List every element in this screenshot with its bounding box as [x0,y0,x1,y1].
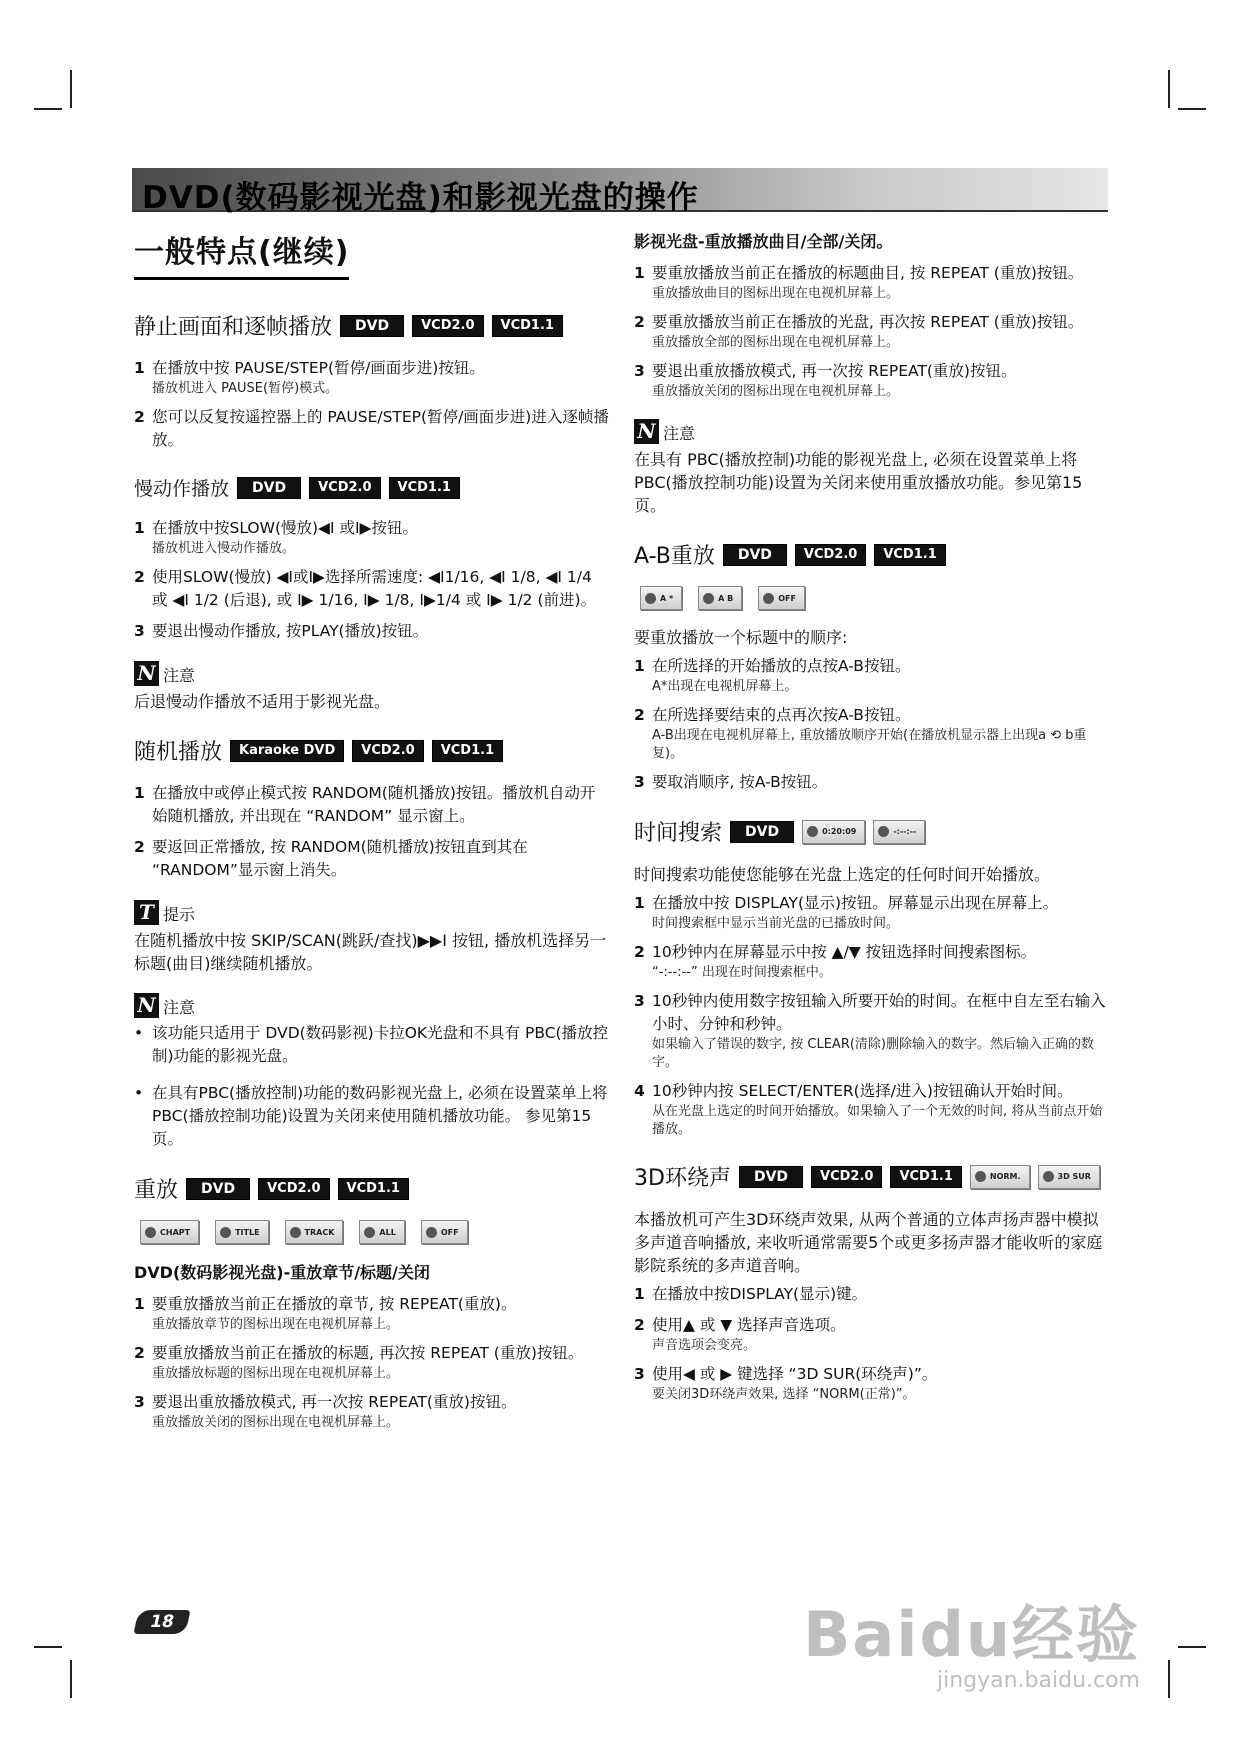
step-item [134,836,609,882]
step-number: 2 [634,943,645,961]
section-vcd-repeat [634,229,1110,517]
note-text: 在具有 PBC(播放控制)功能的影视光盘上, 必须在设置菜单上将 PBC(播放控制功能)设置为关闭来使用重放播放功能。参见第15页。 [634,450,1083,515]
badge-dvd: DVD [186,1178,250,1200]
badge-vcd11: VCD1.1 [492,315,563,337]
badge-dvd: DVD [340,315,404,337]
section-title-text: 3D环绕声 [634,1166,731,1191]
step-sub: 声音选项会变亮。 [652,1338,757,1353]
repeat-chapter-icon [140,1220,199,1244]
badge-vcd11: VCD1.1 [432,740,503,762]
step-sub: 播放机进入慢动作播放。 [152,541,296,556]
step-sub: 重放播放全部的图标出现在电视机屏幕上。 [652,335,900,350]
watermark-brand: Baidu经验 [803,1598,1140,1671]
step-text: 10秒钟内使用数字按钮输入所要开始的时间。在框中自左至右输入小时、分钟和秒钟。 [652,992,1106,1033]
step-text: 要取消顺序, 按A-B按钮。 [652,773,828,791]
step-text: 在播放中按DISPLAY(显示)键。 [652,1285,868,1303]
step-item [134,1391,609,1432]
step-number: 3 [134,622,145,640]
badge-dvd: DVD [730,821,794,843]
step-text: 要重放播放当前正在播放的标题, 再次按 REPEAT (重放)按钮。 [152,1344,584,1362]
icon-label: A B [718,593,734,603]
step-list [134,1293,609,1432]
crop-mark [34,108,62,110]
disc-icon [645,593,656,604]
badge-vcd20: VCD2.0 [352,740,423,762]
badge-vcd11: VCD1.1 [890,1166,961,1188]
step-number: 2 [134,408,145,426]
step-item [634,892,1110,933]
badge-vcd11: VCD1.1 [338,1178,409,1200]
disc-icon [364,1227,375,1238]
sound-normal-icon [970,1165,1030,1189]
crop-mark [70,70,72,108]
note-item-text: 该功能只适用于 DVD(数码影视)卡拉OK光盘和不具有 PBC(播放控制)功能的影视光盘。 [152,1024,609,1065]
section-3d-surround [634,1161,1110,1404]
note-header [134,993,609,1018]
header-banner [132,168,1108,216]
step-number: 1 [634,264,645,282]
step-number: 2 [134,1344,145,1362]
note-label: 注意 [163,998,196,1017]
badge-karaoke-dvd: Karaoke DVD [230,740,344,762]
step-list [134,782,609,882]
badge-vcd20: VCD2.0 [309,477,380,499]
section-title-text: 慢动作播放 [134,478,230,500]
crop-mark [1168,70,1170,108]
step-item [634,1363,1110,1404]
step-text: 要退出重放播放模式, 再一次按 REPEAT(重放)按钮。 [652,362,1017,380]
icon-label: 0:20:09 [822,827,857,836]
icon-label: OFF [778,593,796,603]
section-intro: 时间搜索功能使您能够在光盘上选定的任何时间开始播放。 [634,865,1051,884]
crop-mark [1168,1660,1170,1698]
step-item [634,1283,1110,1306]
repeat-track-icon [285,1220,344,1244]
step-sub: 重放播放标题的图标出现在电视机屏幕上。 [152,1366,400,1381]
note-list [134,1022,609,1151]
disc-icon [220,1227,231,1238]
step-item [634,1314,1110,1355]
step-sub: “-:--:--” 出现在时间搜索框中。 [652,965,832,980]
section-title [634,1161,1110,1192]
osd-icon-row [640,586,1110,610]
step-item [134,1293,609,1334]
note-label: 注意 [663,424,696,443]
repeat-all-icon [359,1220,404,1244]
step-text: 使用◀ 或 ▶ 键选择 “3D SUR(环绕声)”。 [652,1365,938,1383]
section-title-text: A-B重放 [634,544,715,569]
sound-3d-icon [1038,1165,1100,1189]
step-sub: 重放播放关闭的图标出现在电视机屏幕上。 [652,384,900,399]
ab-start-icon [640,586,682,610]
bullet: • [134,1024,144,1042]
step-number: 1 [134,1295,145,1313]
section-title-text: 随机播放 [134,740,223,765]
note-icon: N [634,419,659,444]
speaker-icon [975,1171,986,1182]
crop-mark [1178,108,1206,110]
step-sub: A-B出现在电视机屏幕上, 重放播放顺序开始(在播放机显示器上出现a ⟲ b重复)。 [652,728,1087,761]
osd-icon-row [140,1220,609,1244]
header-title: DVD(数码影视光盘)和影视光盘的操作 [142,180,699,216]
disc-icon [703,593,714,604]
step-list [634,1283,1110,1404]
time-display-icon [802,820,865,844]
step-text: 使用SLOW(慢放) ◀I或I▶选择所需速度: ◀I1/16, ◀I 1/8, ◀I 1/4 或 ◀I 1/2 (后退), 或 I▶ 1/16, I▶ 1/8, I▶1/4 或 I▶ 1/2 (前进)。 [152,568,597,609]
section-title [634,816,1110,847]
step-number: 1 [634,657,645,675]
note-item-text: 在具有PBC(播放控制)功能的数码影视光盘上, 必须在设置菜单上将PBC(播放控制功能)设置为关闭来使用随机播放功能。 参见第15页。 [152,1084,608,1148]
page-title: 一般特点(继续) [134,227,349,280]
badge-vcd20: VCD2.0 [412,315,483,337]
section-title [134,310,609,341]
step-number: 3 [134,1393,145,1411]
icon-label: OFF [440,1227,459,1237]
step-number: 1 [134,784,145,802]
step-item [134,517,609,558]
step-item [634,941,1110,982]
step-number: 3 [634,773,645,791]
step-list [134,517,609,643]
step-number: 2 [634,1316,645,1334]
badge-dvd: DVD [723,544,787,566]
section-title [134,1173,609,1204]
step-number: 1 [634,1285,645,1303]
step-text: 在播放中或停止模式按 RANDOM(随机播放)按钮。播放机自动开始随机播放, 并出现在 “RANDOM” 显示窗上。 [152,784,596,825]
badge-vcd20: VCD2.0 [258,1178,329,1200]
note-label: 注意 [163,666,196,685]
watermark-url: jingyan.baidu.com [936,1668,1140,1693]
step-text: 在所选择的开始播放的点按A-B按钮。 [652,657,911,675]
step-sub: 时间搜索框中显示当前光盘的已播放时间。 [652,916,900,931]
icon-label: CHAPT [160,1227,191,1237]
step-text: 您可以反复按遥控器上的 PAUSE/STEP(暂停/画面步进)进入逐帧播放。 [152,408,609,449]
step-text: 要重放播放当前正在播放的光盘, 再次按 REPEAT (重放)按钮。 [652,313,1084,331]
disc-icon [145,1227,156,1238]
right-column [634,225,1110,1412]
step-list [634,655,1110,794]
step-list [634,262,1110,401]
step-item [634,1080,1110,1139]
icon-label: A * [660,593,674,603]
crop-mark [70,1660,72,1698]
icon-label: TRACK [304,1227,335,1237]
step-sub: 要关闭3D环绕声效果, 选择 “NORM(正常)”。 [652,1387,916,1402]
step-number: 3 [634,362,645,380]
step-number: 3 [634,992,645,1010]
step-text: 10秒钟内按 SELECT/ENTER(选择/进入)按钮确认开始时间。 [652,1082,1073,1100]
badge-vcd20: VCD2.0 [811,1166,882,1188]
section-still-frame [134,310,609,452]
bullet: • [134,1084,144,1102]
page-number: 18 [133,1610,190,1634]
step-sub: 重放播放曲目的图标出现在电视机屏幕上。 [652,286,900,301]
step-text: 在播放中按 DISPLAY(显示)按钮。屏幕显示出现在屏幕上。 [652,894,1059,912]
tip-icon: T [134,900,159,925]
badge-dvd: DVD [237,477,301,499]
step-sub: 从在光盘上选定的时间开始播放。如果输入了一个无效的时间, 将从当前点开始播放。 [652,1104,1103,1137]
note-header [134,661,609,686]
ab-off-icon [758,586,805,610]
note-icon: N [134,661,159,686]
note-text: 后退慢动作播放不适用于影视光盘。 [134,692,391,711]
step-sub: A*出现在电视机屏幕上。 [652,679,798,694]
step-text: 10秒钟内在屏幕显示中按 ▲/▼ 按钮选择时间搜索图标。 [652,943,1037,961]
section-title [134,474,609,501]
section-intro: 要重放播放一个标题中的顺序: [634,628,848,647]
step-sub: 重放播放章节的图标出现在电视机屏幕上。 [152,1317,400,1332]
badge-vcd20: VCD2.0 [795,544,866,566]
step-number: 3 [634,1365,645,1383]
section-title [634,539,1110,570]
step-item [634,360,1110,401]
badge-vcd11: VCD1.1 [389,477,460,499]
section-title [134,735,609,766]
clock-icon [807,826,818,837]
step-text: 要退出重放播放模式, 再一次按 REPEAT(重放)按钮。 [152,1393,517,1411]
section-repeat [134,1173,609,1432]
step-text: 要重放播放当前正在播放的标题曲目, 按 REPEAT (重放)按钮。 [652,264,1084,282]
step-item [634,311,1110,352]
note-item [134,1022,609,1068]
step-sub: 如果输入了错误的数字, 按 CLEAR(清除)删除输入的数字。然后输入正确的数字。 [652,1037,1095,1070]
badge-dvd: DVD [739,1166,803,1188]
icon-label: 3D SUR [1057,1172,1091,1181]
subheading: 影视光盘-重放播放曲目/全部/关闭。 [634,232,893,251]
step-item [634,262,1110,303]
step-text: 使用▲ 或 ▼ 选择声音选项。 [652,1316,846,1334]
step-number: 1 [634,894,645,912]
step-item [134,566,609,612]
tip-header [134,900,609,925]
crop-mark [34,1646,62,1648]
watermark [803,1585,1140,1693]
note-icon: N [134,993,159,1018]
repeat-off-icon [421,1220,468,1244]
step-number: 1 [134,519,145,537]
tip-text: 在随机播放中按 SKIP/SCAN(跳跃/查找)▶▶I 按钮, 播放机选择另一标题(曲目)继续随机播放。 [134,931,607,973]
step-item [634,704,1110,763]
step-number: 2 [134,568,145,586]
disc-icon [290,1227,301,1238]
time-entry-icon [873,820,925,844]
crop-mark [1178,1646,1206,1648]
step-text: 要退出慢动作播放, 按PLAY(播放)按钮。 [152,622,429,640]
step-text: 在播放中按SLOW(慢放)◀I 或I▶按钮。 [152,519,418,537]
note-header [634,419,1110,444]
section-title-text: 重放 [134,1178,179,1203]
ab-repeat-icon [698,586,742,610]
badge-vcd11: VCD1.1 [874,544,945,566]
step-item [634,771,1110,794]
step-item [634,990,1110,1072]
step-item [134,620,609,643]
step-number: 1 [134,359,145,377]
step-text: 要返回正常播放, 按 RANDOM(随机播放)按钮直到其在 “RANDOM”显示窗上消失。 [152,838,528,879]
step-number: 2 [634,313,645,331]
step-number: 4 [634,1082,645,1100]
subheading: DVD(数码影视光盘)-重放章节/标题/关闭 [134,1263,430,1282]
disc-icon [426,1227,437,1238]
step-text: 在所选择要结束的点再次按A-B按钮。 [652,706,911,724]
step-item [134,357,609,398]
icon-label: ALL [379,1227,396,1237]
disc-icon [763,593,774,604]
section-random [134,735,609,1151]
step-text: 在播放中按 PAUSE/STEP(暂停/画面步进)按钮。 [152,359,485,377]
step-item [134,406,609,452]
step-number: 2 [634,706,645,724]
note-item [134,1082,609,1151]
icon-label: TITLE [235,1227,260,1237]
tip-label: 提示 [163,905,196,924]
step-item [634,655,1110,696]
step-list [634,892,1110,1139]
section-ab-repeat [634,539,1110,794]
icon-label: NORM. [989,1172,1021,1181]
step-number: 2 [134,838,145,856]
section-time-search [634,816,1110,1139]
icon-label: -:--:-- [893,827,917,836]
section-title-text: 静止画面和逐帧播放 [134,315,333,340]
speaker-icon [1043,1171,1054,1182]
section-title-text: 时间搜索 [634,821,723,846]
section-intro: 本播放机可产生3D环绕声效果, 从两个普通的立体声扬声器中模拟多声道音响播放, 来收听通常需要5个或更多扬声器才能收听的家庭影院系统的多声道音响。 [634,1210,1103,1275]
left-column [134,225,609,1440]
repeat-title-icon [215,1220,268,1244]
clock-icon [878,826,889,837]
step-sub: 播放机进入 PAUSE(暂停)模式。 [152,381,339,396]
section-slow-motion [134,474,609,713]
step-sub: 重放播放关闭的图标出现在电视机屏幕上。 [152,1415,400,1430]
step-item [134,1342,609,1383]
step-list [134,357,609,452]
step-text: 要重放播放当前正在播放的章节, 按 REPEAT(重放)。 [152,1295,517,1313]
step-item [134,782,609,828]
